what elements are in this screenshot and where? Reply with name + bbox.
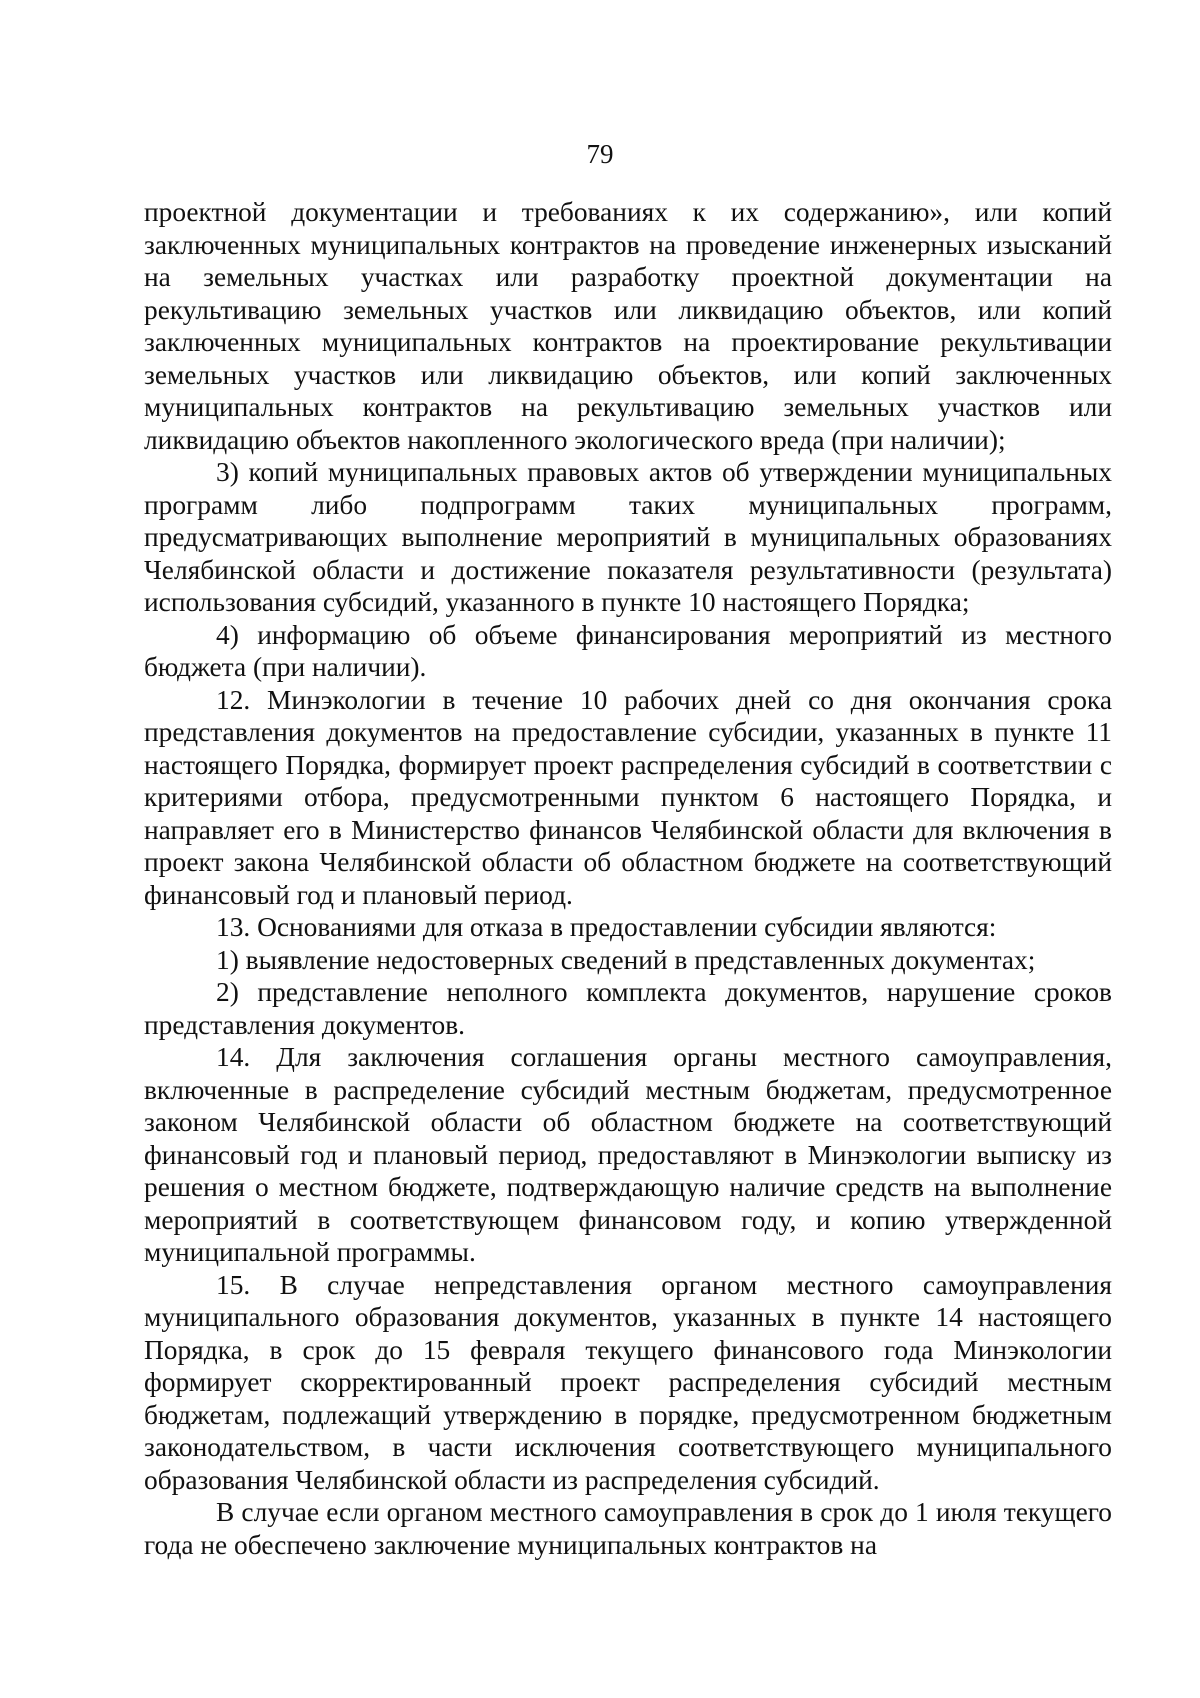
paragraph-item-3: 3) копий муниципальных правовых актов об утверждении муниципальных программ либо подпрограмм таких муниципальных программ, предусматривающих выполнение мероприятий в муниципальных образованиях Челябинской области и достижение показателя результативности (результата) использования субсидий, указанного в пункте 10 настоящего Порядка;	[144, 457, 1112, 617]
paragraph-clause-15: 15. В случае непредставления органом местного самоуправления муниципального образования документов, указанных в пункте 14 настоящего Порядка, в срок до 15 февраля текущего финансового года Минэкологии формирует скорректированный проект распределения субсидий местным бюджетам, подлежащий утверждению в порядке, предусмотренном бюджетным законодательством, в части исключения соответствующего муниципального образования Челябинской области из распределения субсидий.	[144, 1269, 1112, 1495]
paragraph-clause-13-item-1: 1) выявление недостоверных сведений в представленных документах;	[216, 944, 1036, 975]
paragraph-clause-12: 12. Минэкологии в течение 10 рабочих дней со дня окончания срока представления документов на предоставление субсидии, указанных в пункте 11 настоящего Порядка, формирует проект распределения субсидий в соответствии с критериями отбора, предусмотренными пунктом 6 настоящего Порядка, и направляет его в Министерство финансов Челябинской области для включения в проект закона Челябинской области об областном бюджете на соответствующий финансовый год и плановый период.	[144, 684, 1112, 910]
paragraph-item-4: 4) информацию об объеме финансирования мероприятий из местного бюджета (при наличии).	[144, 619, 1112, 682]
document-body	[144, 196, 1112, 1561]
paragraph-clause-13: 13. Основаниями для отказа в предоставлении субсидии являются:	[216, 912, 997, 942]
paragraph-final: В случае если органом местного самоуправления в срок до 1 июля текущего года не обеспечено заключение муниципальных контрактов на	[144, 1497, 1112, 1560]
page-number: 79	[586, 139, 614, 169]
paragraph-continuation: проектной документации и требованиях к их содержанию», или копий заключенных муниципальных контрактов на проведение инженерных изысканий на земельных участках или разработку проектной документации на рекультивацию земельных участков или ликвидацию объектов, или копий заключенных муниципальных контрактов на проектирование рекультивации земельных участков или ликвидацию объектов, или копий заключенных муниципальных контрактов на рекультивацию земельных участков или ликвидацию объектов накопленного экологического вреда (при наличии);	[144, 197, 1112, 455]
paragraph-clause-14: 14. Для заключения соглашения органы местного самоуправления, включенные в распределение субсидий местным бюджетам, предусмотренное законом Челябинской области об областном бюджете на соответствующий финансовый год и плановый период, предоставляют в Минэкологии выписку из решения о местном бюджете, подтверждающую наличие средств на выполнение мероприятий в соответствующем финансовом году, и копию утвержденной муниципальной программы.	[144, 1042, 1112, 1267]
paragraph-clause-13-item-2: 2) представление неполного комплекта документов, нарушение сроков представления документов.	[144, 977, 1112, 1040]
